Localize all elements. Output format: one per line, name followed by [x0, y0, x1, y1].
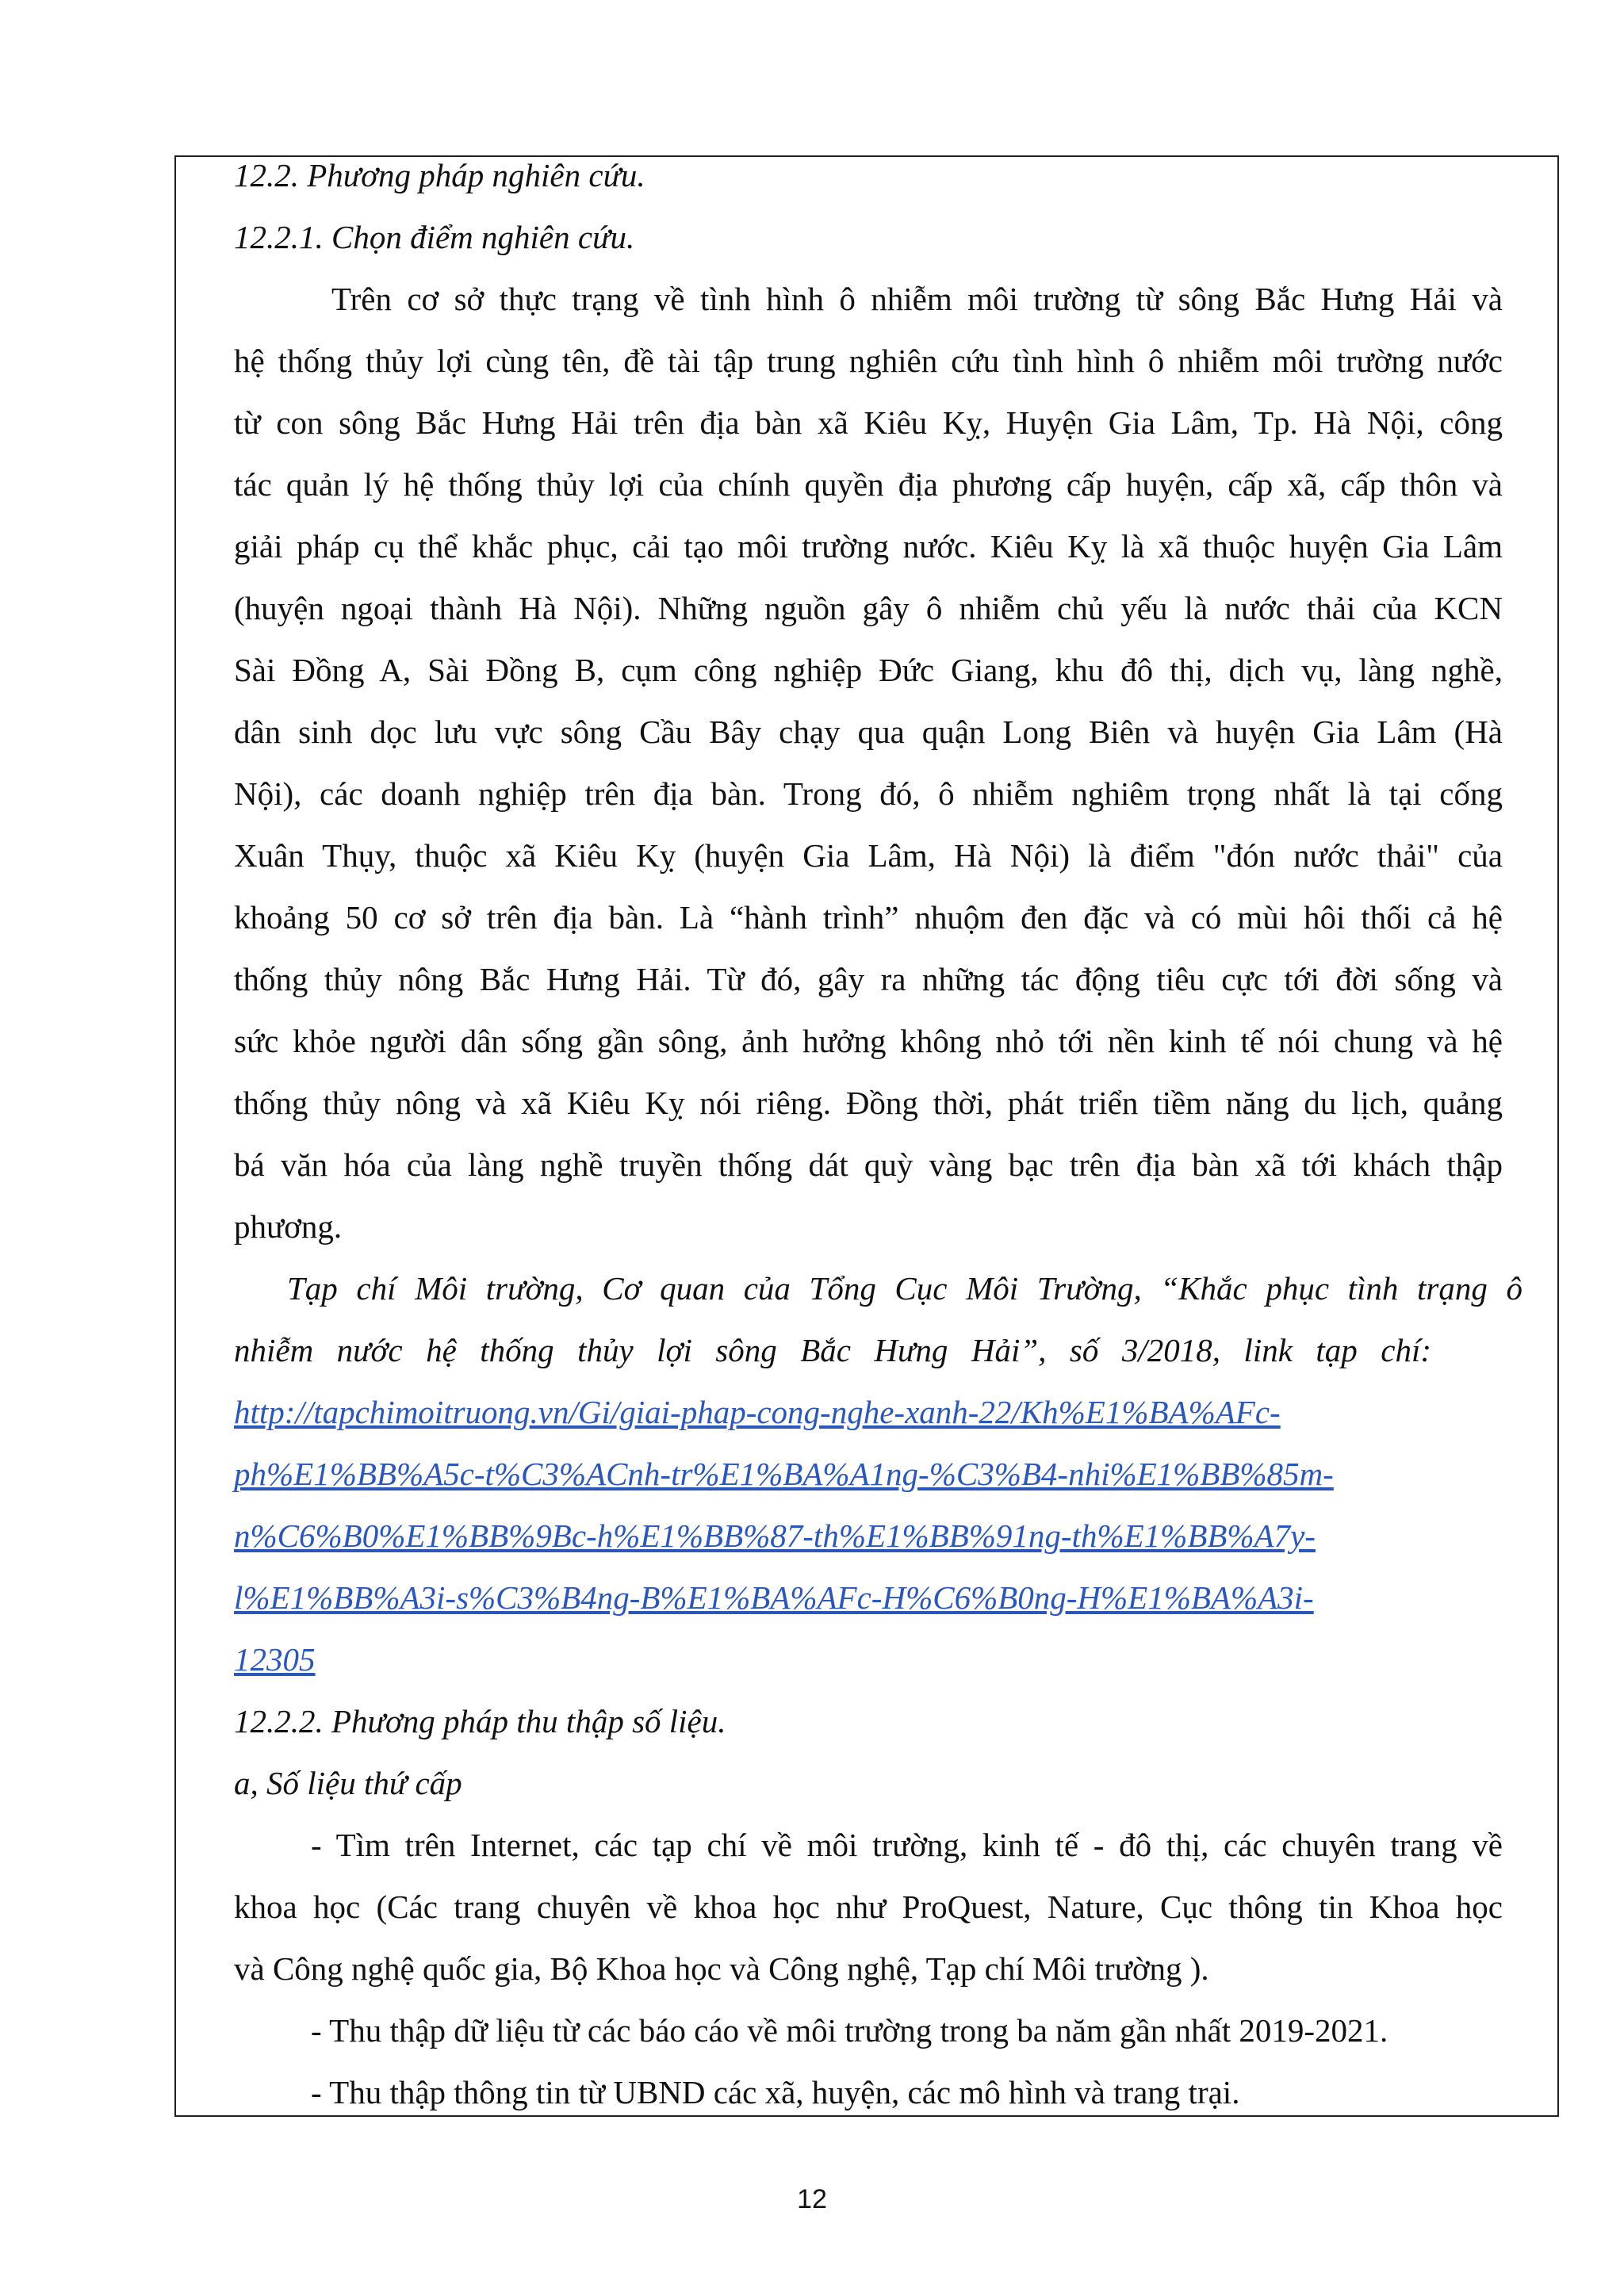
paragraph-line: thống thủy nông và xã Kiêu Kỵ nói riêng. Đồng thời, phát triển tiềm năng du lịch, quảng: [234, 1085, 1503, 1121]
paragraph-line: sức khỏe người dân sống gần sông, ảnh hưởng không nhỏ tới nền kinh tế nói chung và hệ: [234, 1023, 1503, 1059]
journal-link[interactable]: n%C6%B0%E1%BB%9Bc-h%E1%BB%87-th%E1%BB%91ng-th%E1%BB%A7y-: [234, 1517, 1316, 1554]
paragraph-line: khoảng 50 cơ sở trên địa bàn. Là “hành trình” nhuộm đen đặc và có mùi hôi thối cả hệ: [234, 899, 1503, 936]
paragraph-line: Nội), các doanh nghiệp trên địa bàn. Trong đó, ô nhiễm nghiêm trọng nhất là tại cống: [234, 775, 1503, 812]
citation-line: Tạp chí Môi trường, Cơ quan của Tổng Cục Môi Trường, “Khắc phục tình trạng ô: [287, 1270, 1522, 1307]
paragraph-line: tác quản lý hệ thống thủy lợi của chính quyền địa phương cấp huyện, cấp xã, cấp thôn và: [234, 466, 1503, 503]
section-heading-12-2-1: 12.2.1. Chọn điểm nghiên cứu.: [234, 219, 635, 255]
bullet-line: - Thu thập thông tin từ UBND các xã, huyện, các mô hình và trang trại.: [311, 2074, 1240, 2110]
journal-link[interactable]: http://tapchimoitruong.vn/Gi/giai-phap-cong-nghe-xanh-22/Kh%E1%BA%AFc-: [234, 1394, 1281, 1430]
paragraph-line: dân sinh dọc lưu vực sông Cầu Bây chạy qua quận Long Biên và huyện Gia Lâm (Hà: [234, 714, 1503, 750]
paragraph-line: bá văn hóa của làng nghề truyền thống dát quỳ vàng bạc trên địa bàn xã tới khách thập: [234, 1146, 1503, 1183]
section-heading-12-2-2: 12.2.2. Phương pháp thu thập số liệu.: [234, 1703, 726, 1739]
subheading-secondary-data: a, Số liệu thứ cấp: [234, 1765, 462, 1801]
content-border: [174, 155, 1559, 2117]
journal-link[interactable]: 12305: [234, 1641, 316, 1678]
journal-link[interactable]: ph%E1%BB%A5c-t%C3%ACnh-tr%E1%BA%A1ng-%C3%B4-nhi%E1%BB%85m-: [234, 1456, 1334, 1492]
paragraph-line: hệ thống thủy lợi cùng tên, đề tài tập trung nghiên cứu tình hình ô nhiễm môi trường nước: [234, 342, 1503, 379]
citation-line: nhiễm nước hệ thống thủy lợi sông Bắc Hưng Hải”, số 3/2018, link tạp chí:: [234, 1332, 1431, 1368]
paragraph-line: (huyện ngoại thành Hà Nội). Những nguồn gây ô nhiễm chủ yếu là nước thải của KCN: [234, 590, 1503, 626]
paragraph-line: giải pháp cụ thể khắc phục, cải tạo môi trường nước. Kiêu Kỵ là xã thuộc huyện Gia Lâm: [234, 528, 1503, 564]
bullet-line: - Thu thập dữ liệu từ các báo cáo về môi trường trong ba năm gần nhất 2019-2021.: [311, 2012, 1388, 2049]
journal-link[interactable]: l%E1%BB%A3i-s%C3%B4ng-B%E1%BA%AFc-H%C6%B0ng-H%E1%BA%A3i-: [234, 1579, 1314, 1616]
paragraph-line: thống thủy nông Bắc Hưng Hải. Từ đó, gây ra những tác động tiêu cực tới đời sống và: [234, 961, 1503, 997]
paragraph-line: Trên cơ sở thực trạng về tình hình ô nhiễm môi trường từ sông Bắc Hưng Hải và: [331, 281, 1503, 317]
section-heading-12-2: 12.2. Phương pháp nghiên cứu.: [234, 157, 645, 193]
paragraph-line: phương.: [234, 1208, 343, 1245]
paragraph-line: Xuân Thụy, thuộc xã Kiêu Kỵ (huyện Gia Lâm, Hà Nội) là điểm "đón nước thải" của: [234, 837, 1503, 874]
bullet-line: và Công nghệ quốc gia, Bộ Khoa học và Công nghệ, Tạp chí Môi trường ).: [234, 1950, 1209, 1987]
bullet-line: - Tìm trên Internet, các tạp chí về môi trường, kinh tế - đô thị, các chuyên trang về: [311, 1827, 1503, 1863]
bullet-line: khoa học (Các trang chuyên về khoa học như ProQuest, Nature, Cục thông tin Khoa học: [234, 1888, 1503, 1925]
paragraph-line: Sài Đồng A, Sài Đồng B, cụm công nghiệp Đức Giang, khu đô thị, dịch vụ, làng nghề,: [234, 652, 1503, 688]
page-number: 12: [797, 2184, 827, 2214]
paragraph-line: từ con sông Bắc Hưng Hải trên địa bàn xã Kiêu Kỵ, Huyện Gia Lâm, Tp. Hà Nội, công: [234, 404, 1503, 441]
